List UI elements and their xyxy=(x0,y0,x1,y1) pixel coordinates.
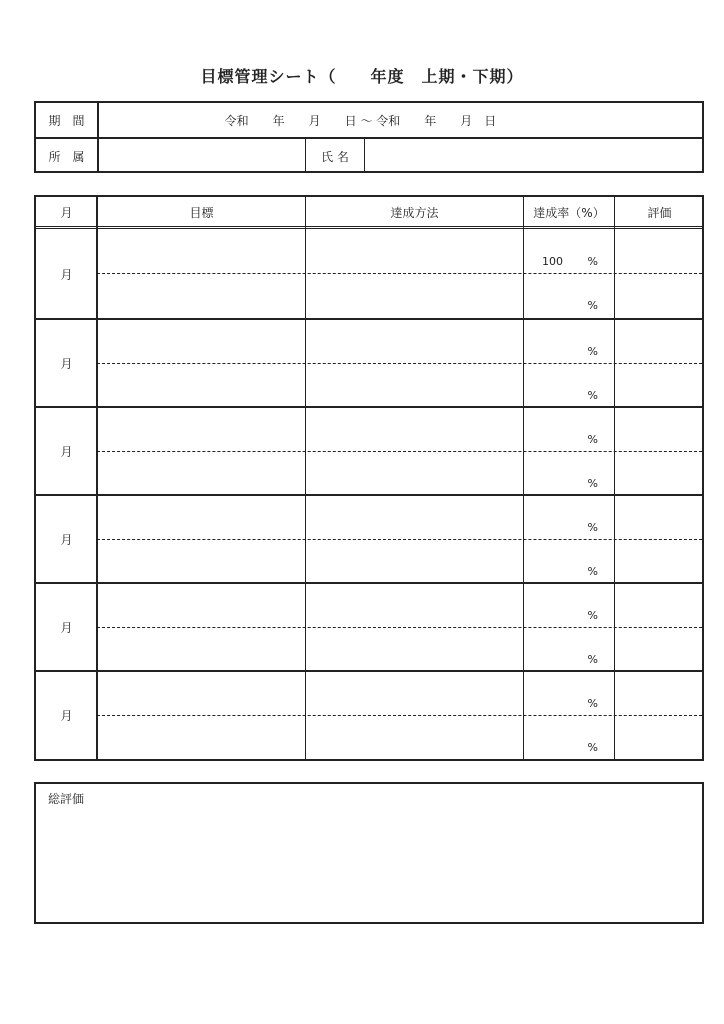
rate-unit: % xyxy=(587,741,598,754)
dashed-divider xyxy=(97,363,702,364)
name-label: 氏 名 xyxy=(321,149,349,164)
rate-unit: % xyxy=(587,345,598,358)
rate-unit: % xyxy=(587,653,598,666)
rate-unit: % xyxy=(587,433,598,446)
page-title: 目標管理シート（ 年度 上期・下期） xyxy=(200,67,524,86)
rate-unit: % xyxy=(587,389,598,402)
dashed-divider xyxy=(97,715,702,716)
table-row[interactable] xyxy=(36,670,702,758)
dashed-divider xyxy=(97,451,702,452)
period-label: 期 間 xyxy=(48,113,85,128)
dept-label: 所 属 xyxy=(48,149,85,164)
table-header xyxy=(36,197,702,229)
month-cell: 月 xyxy=(60,620,73,635)
period-value[interactable]: 令和 年 月 日 〜 令和 年 月 日 xyxy=(224,113,497,128)
table-row[interactable] xyxy=(36,582,702,670)
table-row[interactable] xyxy=(36,230,702,318)
rate-unit: % xyxy=(587,697,598,710)
month-cell: 月 xyxy=(60,267,73,282)
rate-unit: % xyxy=(587,477,598,490)
rate-unit: % xyxy=(587,565,598,578)
dept-row xyxy=(36,139,702,173)
summary-box[interactable] xyxy=(34,782,704,924)
dashed-divider xyxy=(97,627,702,628)
name-field[interactable] xyxy=(365,139,702,173)
rate-value: 100 xyxy=(542,255,563,268)
dashed-divider xyxy=(97,539,702,540)
rate-unit: % xyxy=(587,609,598,622)
table-row[interactable] xyxy=(36,494,702,582)
header-eval: 評価 xyxy=(647,205,672,220)
rate-unit: % xyxy=(587,299,598,312)
goal-table xyxy=(34,195,704,761)
header-goal: 目標 xyxy=(189,205,214,220)
rate-unit: % xyxy=(587,255,598,268)
dashed-divider xyxy=(97,273,702,274)
month-cell: 月 xyxy=(60,532,73,547)
table-row[interactable] xyxy=(36,406,702,494)
month-cell: 月 xyxy=(60,444,73,459)
table-row[interactable] xyxy=(36,318,702,406)
header-rate: 達成率（%） xyxy=(533,205,605,220)
summary-label: 総評価 xyxy=(48,792,85,806)
info-table xyxy=(34,101,704,173)
header-method: 達成方法 xyxy=(390,205,439,220)
header-month: 月 xyxy=(60,205,73,220)
period-row xyxy=(36,103,702,139)
month-cell: 月 xyxy=(60,708,73,723)
month-cell: 月 xyxy=(60,356,73,371)
dept-field[interactable] xyxy=(99,139,305,173)
rate-unit: % xyxy=(587,521,598,534)
